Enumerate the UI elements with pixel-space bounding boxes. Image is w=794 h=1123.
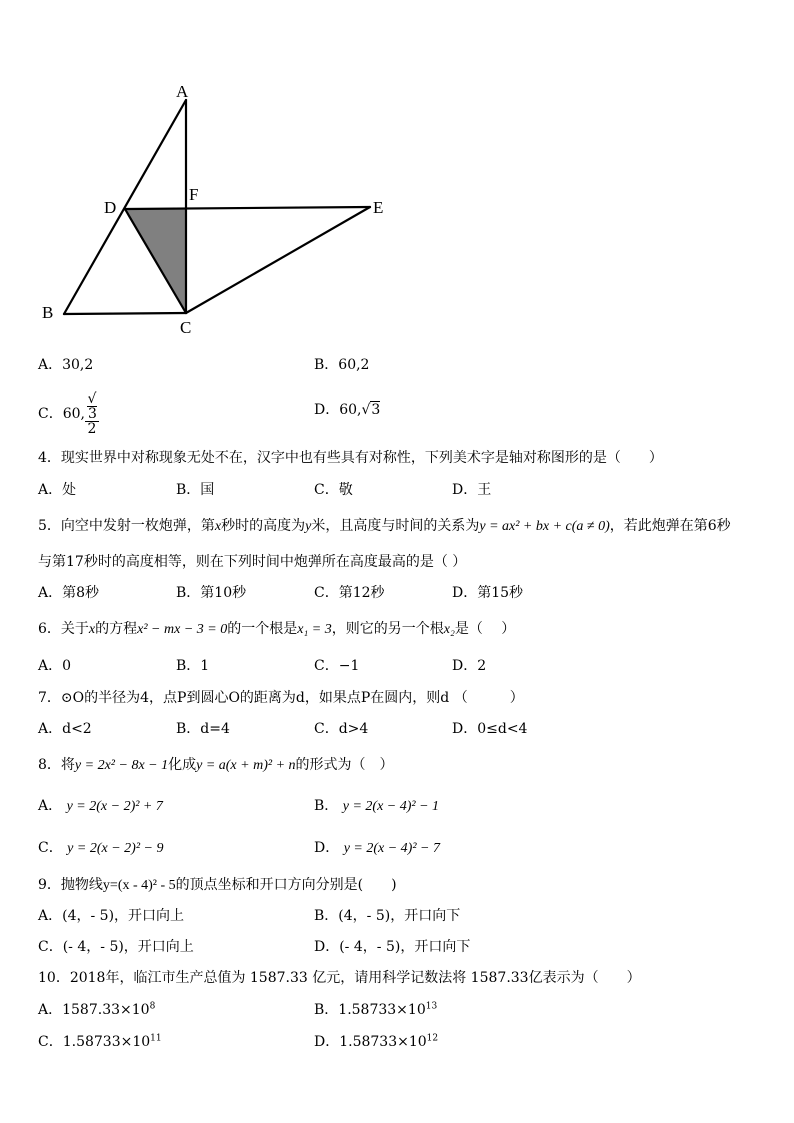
q8-stem [38, 754, 394, 774]
q5-var-x: x [214, 519, 222, 534]
segment-CE [186, 207, 370, 313]
q5-stem-line1 [38, 515, 731, 535]
q3-option-c-prefix: C．60, [38, 406, 85, 422]
q8-text-3: 的形式为（ ） [295, 757, 394, 773]
q9-text-1: 9．抛物线 [38, 877, 103, 893]
q10-option-b[interactable] [314, 999, 437, 1019]
segment-DE [125, 207, 370, 209]
q10-option-a-exp: 8 [149, 1001, 156, 1012]
q6-stem [38, 618, 515, 638]
q8-option-c-expr: y = 2(x − 2)² − 9 [67, 841, 164, 856]
q10-option-d-exp: 12 [426, 1033, 439, 1044]
q8-option-b[interactable] [314, 795, 439, 815]
q10-option-d[interactable] [314, 1031, 438, 1051]
q5-text-3: 米，且高度与时间的关系为 [311, 518, 480, 534]
q6-var-x: x [88, 622, 96, 637]
q7-stem: 7．⊙O的半径为4，点P到圆心O的距离为d，如果点P在圆内，则d （ ） [38, 690, 524, 706]
label-E: E [373, 198, 384, 217]
q5-option-b[interactable]: B．第10秒 [176, 585, 247, 601]
q6-root: x₁ = 3 [297, 622, 332, 637]
q5-option-a[interactable]: A．第8秒 [38, 585, 100, 601]
q8-option-c[interactable] [38, 837, 163, 857]
label-B: B [42, 303, 54, 322]
q4-option-d[interactable]: D．王 [452, 482, 492, 498]
q10-option-a-base: A．1587.33×10 [38, 1002, 150, 1018]
q7-option-a[interactable]: A．d<2 [38, 721, 92, 737]
q7-option-b[interactable]: B．d=4 [176, 721, 230, 737]
q5-text-4: ，若此炮弹在第6秒 [609, 518, 731, 534]
q9-text-2: 的顶点坐标和开口方向分别是( ) [175, 877, 397, 893]
q3-option-d[interactable]: D．60,√3 [314, 402, 381, 418]
q4-option-b[interactable]: B．国 [176, 482, 215, 498]
q5-var-y: y [305, 519, 312, 534]
q3-option-c-fraction: √ 3 2 [85, 392, 99, 436]
q8-option-d-expr: y = 2(x − 4)² − 7 [343, 841, 440, 856]
q8-text-1: 8．将 [38, 757, 75, 773]
q6-text-2: 的方程 [95, 621, 138, 637]
q8-option-d[interactable] [314, 837, 440, 857]
q8-option-a[interactable] [38, 795, 163, 815]
q4-option-c[interactable]: C．敬 [314, 482, 353, 498]
q9-option-c[interactable]: C．(- 4，- 5)，开口向上 [38, 939, 194, 955]
segment-BC [64, 313, 186, 314]
q6-text-5: 是（ ） [454, 621, 516, 637]
q3-option-c[interactable] [38, 392, 99, 436]
label-A: A [176, 82, 189, 101]
q8-option-a-expr: y = 2(x − 2)² + 7 [66, 799, 163, 814]
q6-root2: x₂ [443, 622, 455, 637]
q6-option-a[interactable]: A．0 [38, 658, 72, 674]
q8-option-d-label: D． [314, 840, 340, 856]
q3-option-b[interactable]: B．60,2 [314, 357, 370, 373]
q6-text-4: ，则它的另一个根 [331, 621, 444, 637]
q8-expr1: y = 2x² − 8x − 1 [74, 758, 169, 773]
label-C: C [180, 318, 192, 337]
q10-option-c-base: C．1.58733×10 [38, 1034, 151, 1050]
geometry-figure [0, 0, 420, 345]
q10-option-c-exp: 11 [150, 1033, 162, 1044]
q4-stem: 4．现实世界中对称现象无处不在，汉字中也有些具有对称性，下列美术字是轴对称图形的是（ ） [38, 450, 663, 466]
q3-option-c-den: 2 [87, 421, 97, 437]
q5-formula: y = ax² + bx + c(a ≠ 0) [479, 519, 610, 534]
q6-equation: x² − mx − 3 = 0 [137, 622, 228, 637]
q8-expr2: y = a(x + m)² + n [196, 758, 296, 773]
q10-option-d-base: D．1.58733×10 [314, 1034, 427, 1050]
q10-stem: 10．2018年，临江市生产总值为 1587.33 亿元，请用科学记数法将 1587.33亿表示为（ ） [38, 970, 641, 986]
q6-option-d[interactable]: D．2 [452, 658, 487, 674]
q3-option-c-root: 3 [87, 406, 97, 422]
q5-option-c[interactable]: C．第12秒 [314, 585, 385, 601]
q3-option-a[interactable]: A．30,2 [38, 357, 94, 373]
q3-option-d-root: 3 [371, 402, 381, 418]
q7-option-c[interactable]: C．d>4 [314, 721, 369, 737]
q10-option-b-exp: 13 [425, 1001, 438, 1012]
q9-expr: y=(x - 4)² - 5 [102, 878, 176, 893]
q8-option-a-label: A． [38, 798, 63, 814]
q5-stem-line2: 与第17秒时的高度相等，则在下列时间中炮弹所在高度最高的是（ ） [38, 554, 467, 570]
q8-option-b-label: B． [314, 798, 339, 814]
q6-option-b[interactable]: B．1 [176, 658, 210, 674]
q4-option-a[interactable]: A．处 [38, 482, 77, 498]
q5-text-2: 秒时的高度为 [221, 518, 306, 534]
q6-text-3: 的一个根是 [227, 621, 298, 637]
q8-option-c-label: C． [38, 840, 63, 856]
q9-option-d[interactable]: D．(- 4，- 5)，开口向下 [314, 939, 471, 955]
q8-text-2: 化成 [168, 757, 197, 773]
q9-stem [38, 874, 397, 894]
q9-option-a[interactable]: A．(4，- 5)，开口向上 [38, 908, 185, 924]
q3-option-d-prefix: D．60, [314, 402, 362, 418]
label-F: F [189, 185, 199, 204]
q7-option-d[interactable]: D．0≤d<4 [452, 721, 528, 737]
label-D: D [104, 198, 117, 217]
q10-option-c[interactable] [38, 1031, 162, 1051]
q10-option-a[interactable] [38, 999, 155, 1019]
q9-option-b[interactable]: B．(4，- 5)，开口向下 [314, 908, 461, 924]
q5-text-1: 5．向空中发射一枚炮弹，第 [38, 518, 215, 534]
q5-option-d[interactable]: D．第15秒 [452, 585, 524, 601]
q6-option-c[interactable]: C．−1 [314, 658, 360, 674]
q10-option-b-base: B．1.58733×10 [314, 1002, 426, 1018]
q8-option-b-expr: y = 2(x − 4)² − 1 [342, 799, 440, 814]
q6-text-1: 6．关于 [38, 621, 89, 637]
